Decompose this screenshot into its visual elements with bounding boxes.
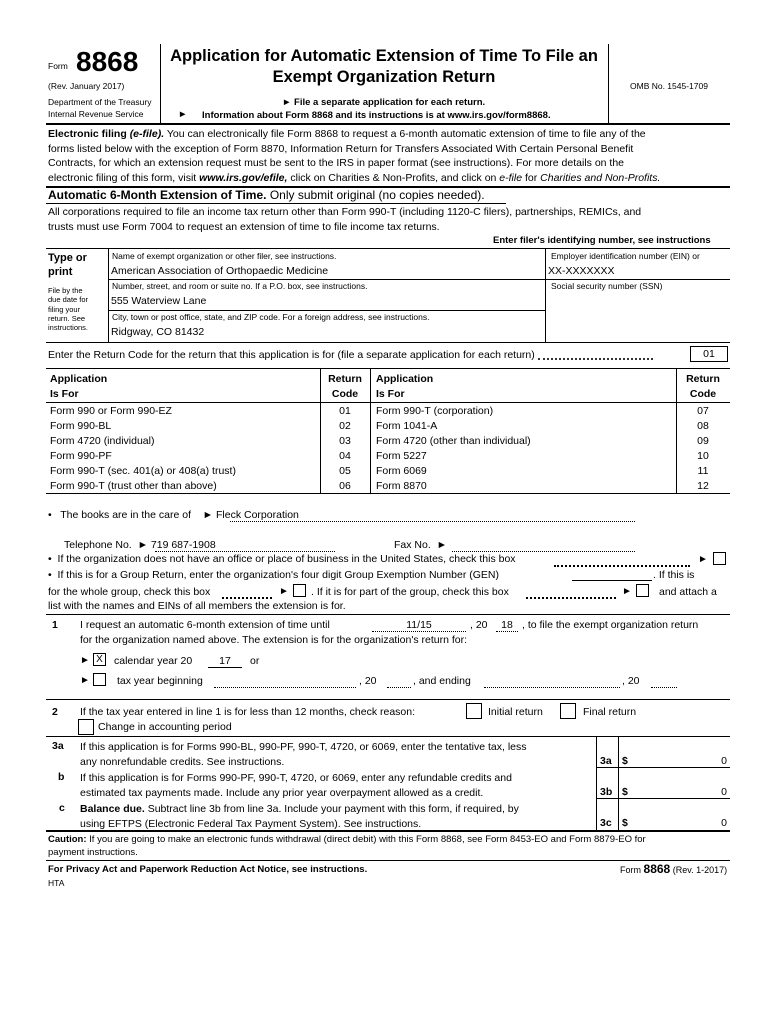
arrow-right-icon: ► — [202, 509, 214, 521]
part-group-checkbox[interactable] — [636, 584, 649, 597]
table-row-code: 11 — [697, 465, 709, 477]
line-1-text-2: for the organization named above. The extension is for the organization's return for: — [80, 634, 468, 646]
group-return-line: • If this is for a Group Return, enter the organization's four digit Group Exemption Number (GEN) — [48, 569, 499, 581]
revision-date: (Rev. January 2017) — [48, 81, 125, 91]
table-header-code-left: Return Code — [328, 373, 362, 400]
bullet-icon: • — [48, 569, 52, 581]
department: Department of the Treasury — [48, 97, 152, 107]
table-row-code: 10 — [697, 450, 709, 462]
calendar-year-field[interactable]: 17 — [219, 655, 231, 667]
city-label: City, town or post office, state, and ZIP code. For a foreign address, see instructions. — [112, 312, 430, 322]
line-3a-text: If this application is for Forms 990-BL, 990-PF, 990-T, 4720, or 6069, enter the tentative tax, less any nonrefundable credits. See instructions. — [80, 741, 527, 768]
whole-group-checkbox[interactable] — [293, 584, 306, 597]
instructions-url-note: Information about Form 8868 and its instructions is at www.irs.gov/form8868. — [202, 110, 551, 121]
city-field[interactable]: Ridgway, CO 81432 — [111, 326, 205, 338]
caution-note: Caution: If you are going to make an electronic funds withdrawal (direct debit) with this Form 8868, see Form 8453-EO and Form 8879-EO for payment instructions. — [48, 834, 646, 858]
extension-until-field[interactable]: 11/15 — [406, 619, 432, 631]
part-group-text: . If it is for part of the group, check this box — [311, 586, 509, 598]
street-label: Number, street, and room or suite no. If a P.O. box, see instructions. — [112, 281, 368, 291]
line-3c-code: 3c — [600, 817, 612, 829]
form-title — [160, 46, 608, 88]
table-row: Form 990-T (corporation) — [376, 405, 494, 417]
telephone-field[interactable]: 719 687-1908 — [150, 539, 216, 551]
table-row: Form 4720 (individual) — [50, 435, 155, 447]
arrow-right-icon: ► — [436, 539, 448, 551]
table-row: Form 990 or Form 990-EZ — [50, 405, 172, 417]
org-name-field[interactable]: American Association of Orthopaedic Medicine — [111, 265, 329, 277]
type-or-print-label: Type or print — [48, 252, 87, 278]
table-row: Form 4720 (other than individual) — [376, 435, 531, 447]
line-3a-number: 3a — [52, 740, 64, 752]
extension-year-field[interactable]: 18 — [501, 619, 513, 631]
calendar-year-label: calendar year 20 — [114, 655, 193, 667]
tax-year-label: tax year beginning — [117, 675, 203, 687]
table-row-code: 09 — [697, 435, 709, 447]
table-row: Form 990-T (sec. 401(a) or 408(a) trust) — [50, 465, 236, 477]
dollar-sign: $ — [622, 755, 628, 767]
table-row-code: 02 — [339, 420, 351, 432]
dollar-sign: $ — [622, 786, 628, 798]
no-office-line: • If the organization does not have an office or place of business in the United States, check this box — [48, 553, 516, 565]
separate-application-note: File a separate application for each return. — [294, 97, 486, 108]
change-accounting-label: Change in accounting period — [98, 721, 232, 733]
table-row-code: 08 — [697, 420, 709, 432]
return-code-prompt: Enter the Return Code for the return that this application is for (file a separate application for each return) — [48, 349, 535, 361]
street-field[interactable]: 555 Waterview Lane — [111, 295, 207, 307]
table-row-code: 04 — [339, 450, 351, 462]
arrow-right-icon: ► — [622, 586, 632, 597]
table-row-code: 05 — [339, 465, 351, 477]
line-1-text: I request an automatic 6-month extension of time until — [80, 619, 330, 631]
table-row-code: 12 — [697, 480, 709, 492]
due-date-note: File by the due date for filing your return. See instructions. — [48, 286, 89, 333]
attach-text: and attach a — [659, 586, 717, 598]
table-row-code: 07 — [697, 405, 709, 417]
id-number-header: Enter filer's identifying number, see instructions — [493, 235, 711, 246]
line-3c-number: c — [59, 802, 65, 814]
dollar-sign: $ — [622, 817, 628, 829]
whole-group-text: for the whole group, check this box — [48, 586, 211, 598]
table-row: Form 5227 — [376, 450, 427, 462]
initial-return-label: Initial return — [488, 706, 543, 718]
table-row: Form 990-PF — [50, 450, 112, 462]
efile-lead: Electronic filing — [48, 128, 127, 140]
line-3b-text: If this application is for Forms 990-PF, 990-T, 4720, or 6069, enter any refundable credits and estimated tax payments made. Include any prior year overpayment allowed as a credit. — [80, 772, 512, 799]
table-row: Form 990-T (trust other than above) — [50, 480, 217, 492]
arrow-right-icon: ► — [698, 554, 708, 565]
line-3a-code: 3a — [600, 755, 612, 767]
auto-extension-heading: Automatic 6-Month Extension of Time. Only submit original (no copies needed). — [48, 188, 485, 202]
table-row: Form 6069 — [376, 465, 427, 477]
title-line-1: Application for Automatic Extension of Time To File an — [170, 47, 598, 65]
ein-label: Employer identification number (EIN) or — [551, 251, 700, 261]
agency: Internal Revenue Service — [48, 109, 144, 119]
return-code-field[interactable]: 01 — [690, 346, 728, 362]
table-row-code: 03 — [339, 435, 351, 447]
form-label: Form — [48, 61, 68, 71]
line-3b-code: 3b — [600, 786, 613, 798]
bullet-icon: • — [48, 509, 52, 521]
line-1-number: 1 — [52, 619, 58, 631]
calendar-year-checkbox[interactable]: X — [93, 653, 106, 666]
books-care-line: • The books are in the care of ► Fleck Corporation — [48, 509, 299, 521]
table-row: Form 990-BL — [50, 420, 112, 432]
form-number: 8868 — [76, 46, 139, 77]
efile-paragraph: Electronic filing (e-file). You can electronically file Form 8868 to request a 6-month automatic extension of time to file any of the forms listed below with the exception of Form 8870, Information Return for Transfers Associated With Certain Personal Benefit Contracts, for which an extension request must be sent to the IRS in paper format (see instructions). For more details on the electronic filing of this form, visit www.irs.gov/efile, click on Charities & Non-Profits, and click on e-file for Charities and Non-Profits. — [48, 128, 661, 184]
efile-link: www.irs.gov/efile, — [199, 171, 288, 184]
final-return-checkbox[interactable] — [560, 703, 576, 719]
line-3b-number: b — [58, 771, 65, 783]
refundable-credits-field[interactable]: 0 — [721, 786, 727, 798]
bullet-icon: • — [48, 553, 52, 565]
change-accounting-checkbox[interactable] — [78, 719, 94, 735]
arrow-right-icon: ► — [80, 675, 90, 686]
tax-year-begin-field[interactable] — [214, 687, 356, 688]
balance-due-field[interactable]: 0 — [721, 817, 727, 829]
tax-year-checkbox[interactable] — [93, 673, 106, 686]
title-line-2: Exempt Organization Return — [272, 68, 496, 86]
arrow-right-icon: ► — [279, 586, 289, 597]
omb-number: OMB No. 1545-1709 — [630, 81, 708, 91]
org-name-label: Name of exempt organization or other filer, see instructions. — [112, 251, 337, 261]
members-list-text: list with the names and EINs of all members the extension is for. — [48, 600, 346, 612]
footer-form-id: Form 8868 (Rev. 1-2017) — [620, 862, 728, 876]
line-2-text: If the tax year entered in line 1 is for less than 12 months, check reason: — [80, 706, 416, 718]
table-header-application-right: Application Is For — [376, 373, 434, 400]
auto-extension-text: All corporations required to file an income tax return other than Form 990-T (including 1120-C filers), partnerships, REMICs, and trusts must use Form 7004 to request an extension of time to file income tax returns. — [48, 206, 642, 233]
table-header-code-right: Return Code — [686, 373, 720, 400]
table-row-code: 06 — [339, 480, 351, 492]
table-row-code: 01 — [339, 405, 351, 417]
arrow-right-icon: ► — [178, 109, 188, 120]
privacy-act-notice: For Privacy Act and Paperwork Reduction Act Notice, see instructions. — [48, 864, 368, 875]
arrow-right-icon: ► — [282, 97, 292, 108]
line-2-number: 2 — [52, 706, 58, 718]
table-header-application-left: Application Is For — [50, 373, 108, 400]
table-row: Form 1041-A — [376, 420, 438, 432]
hta-label: HTA — [48, 878, 65, 888]
ein-field[interactable]: XX-XXXXXXX — [548, 265, 615, 277]
tentative-tax-field[interactable]: 0 — [721, 755, 727, 767]
ssn-label: Social security number (SSN) — [551, 281, 663, 291]
initial-return-checkbox[interactable] — [466, 703, 482, 719]
gen-field[interactable] — [572, 580, 652, 581]
books-care-field[interactable]: Fleck Corporation — [216, 509, 299, 521]
telephone-line: Telephone No. ► 719 687-1908 — [64, 539, 216, 551]
tax-year-end-field[interactable] — [484, 687, 620, 688]
final-return-label: Final return — [583, 706, 637, 718]
no-office-checkbox[interactable] — [713, 552, 726, 565]
arrow-right-icon: ► — [137, 539, 148, 551]
line-3c-text: Balance due. Subtract line 3b from line 3a. Include your payment with this form, if required, by using EFTPS (Electronic Federal Tax Payment System). See instructions. — [80, 803, 519, 830]
fax-line: Fax No. ► — [394, 539, 448, 551]
table-row: Form 8870 — [376, 480, 427, 492]
arrow-right-icon: ► — [80, 655, 90, 666]
